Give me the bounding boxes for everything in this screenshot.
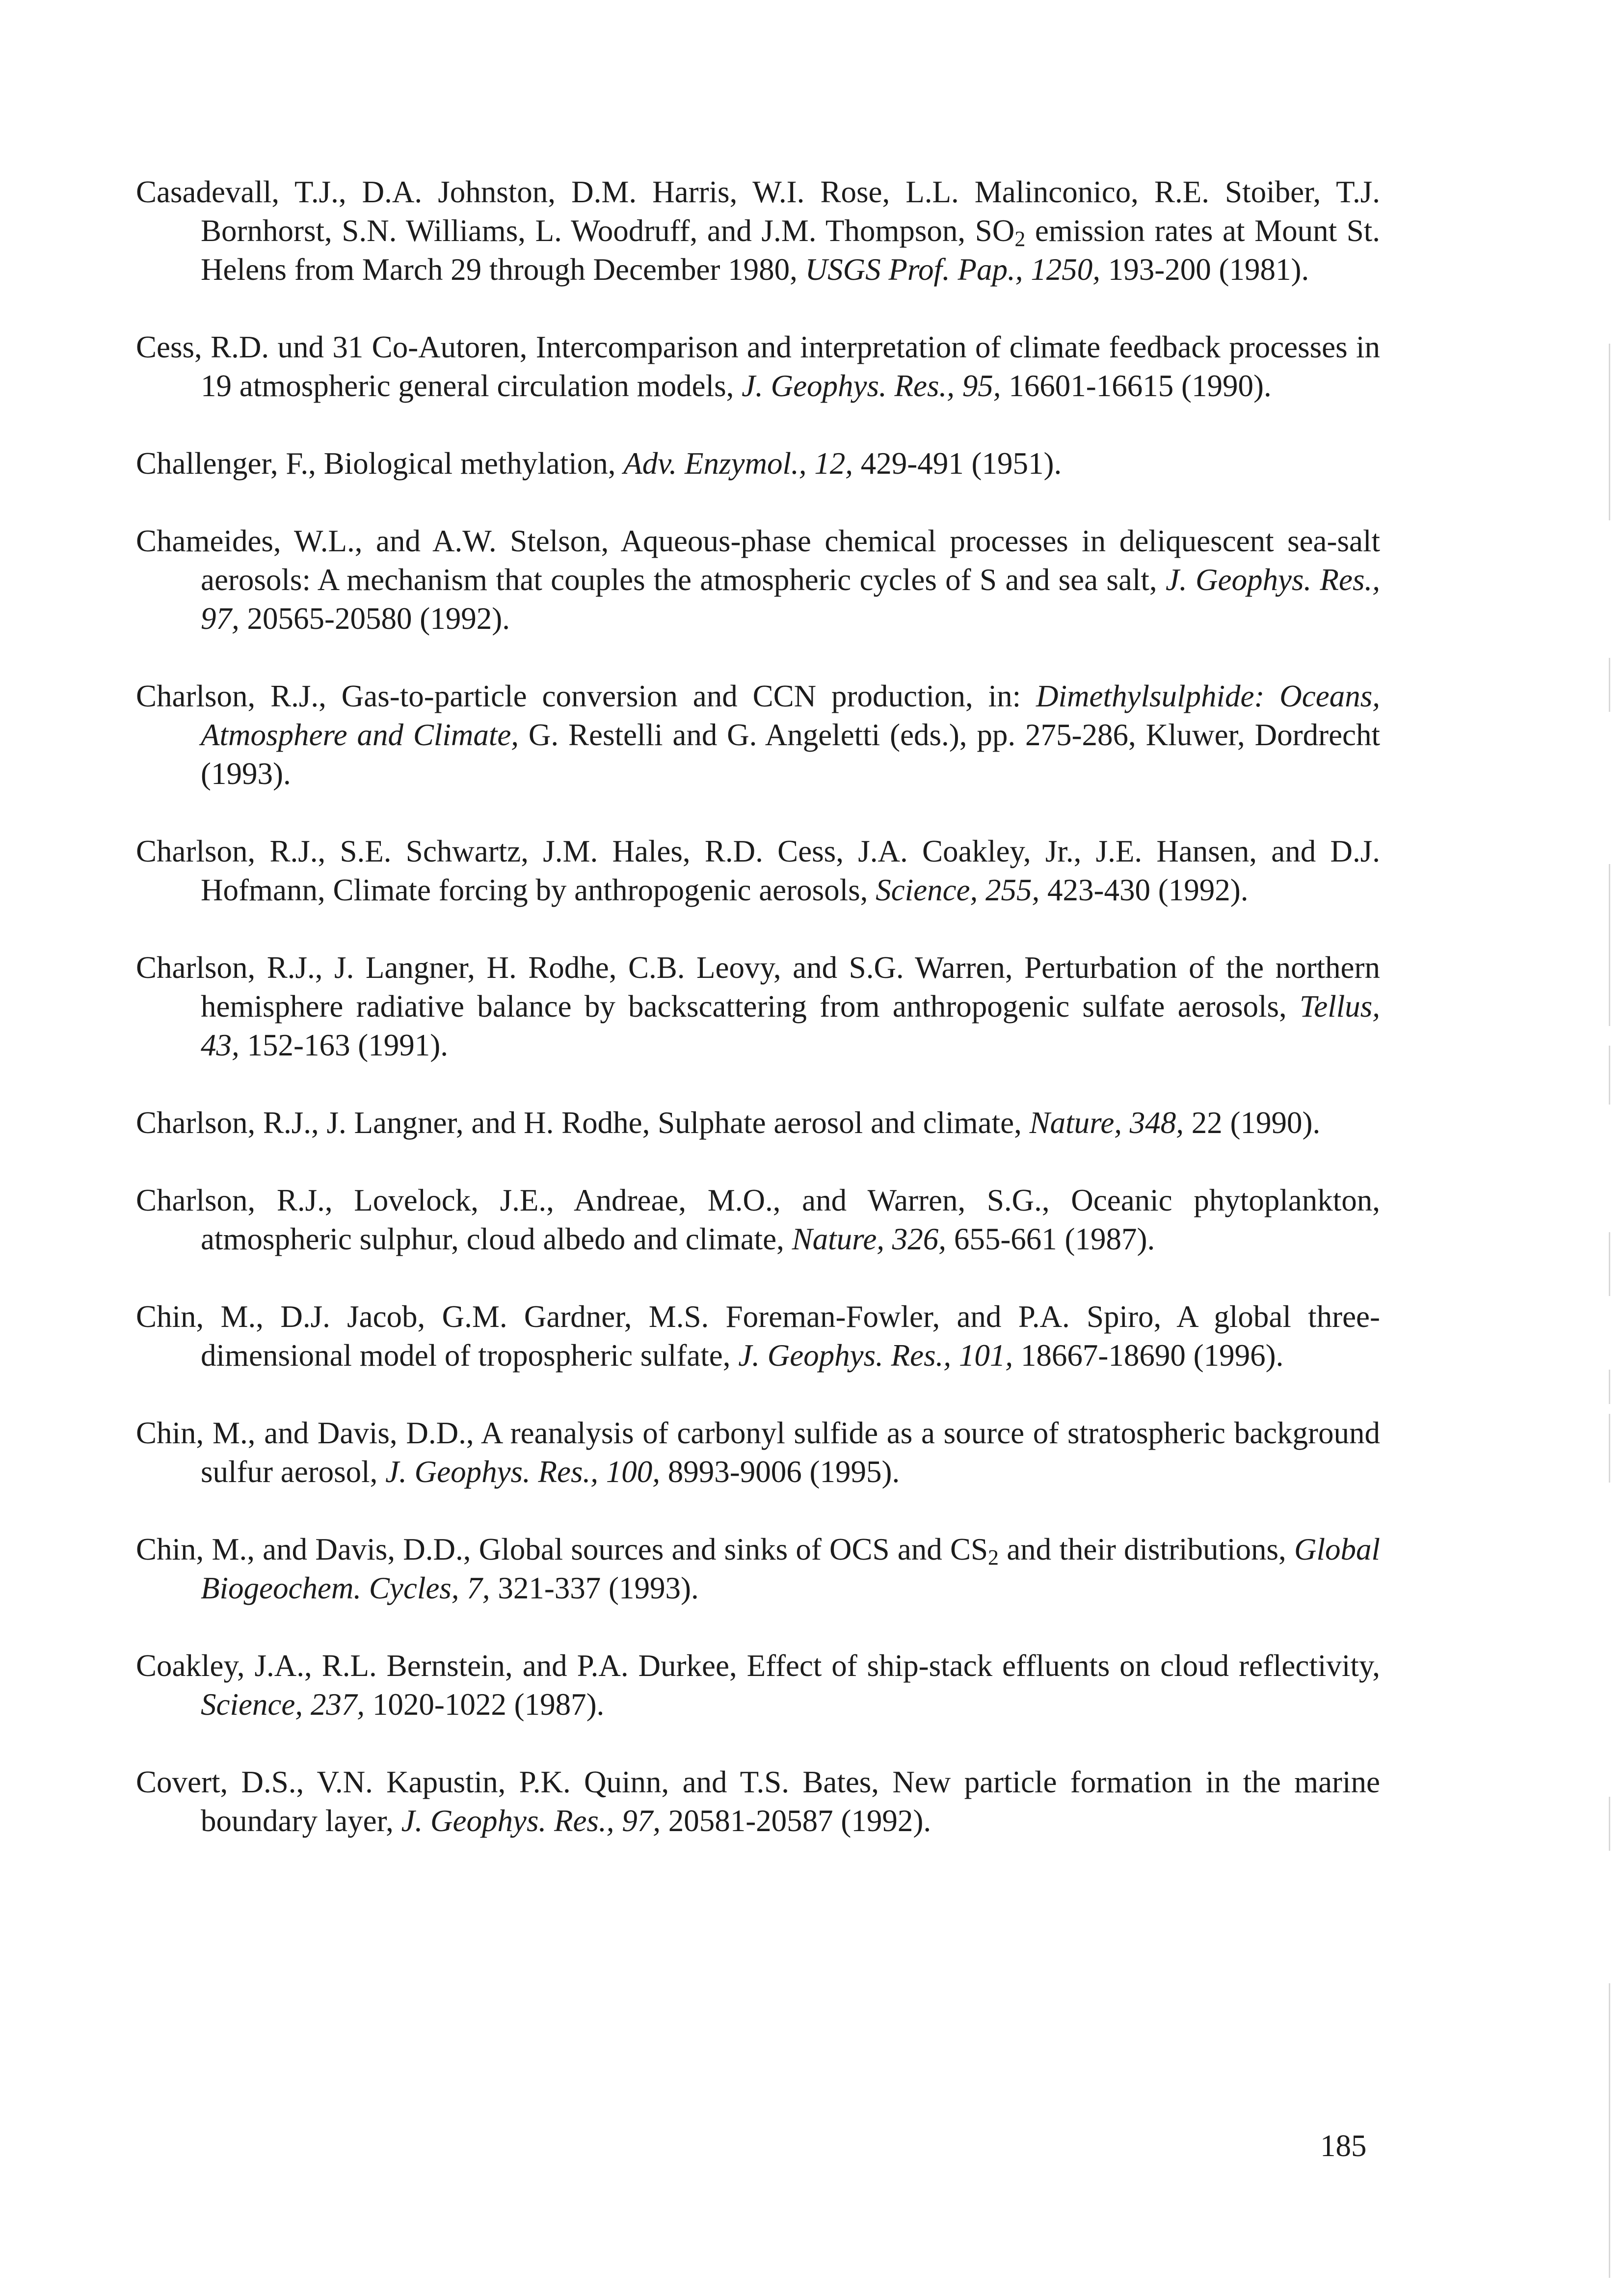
scan-artifact: [1609, 658, 1610, 712]
reference-journal: J. Geophys. Res., 101,: [738, 1338, 1013, 1373]
reference-journal: Science, 255,: [876, 873, 1040, 907]
reference-text: 423-430 (1992).: [1039, 873, 1249, 907]
reference-entry: [136, 1414, 1380, 1491]
reference-text: 20581-20587 (1992).: [660, 1804, 931, 1838]
reference-text: Charlson, R.J., Lovelock, J.E., Andreae, M.O., and Warren, S.G., Oceanic phytoplankton, atmospheric sulphur, cloud albedo and climate,: [136, 1183, 1380, 1256]
reference-text: 18667-18690 (1996).: [1013, 1338, 1284, 1373]
reference-entry: [136, 1181, 1380, 1259]
reference-entry: [136, 1530, 1380, 1608]
reference-journal: J. Geophys. Res., 95,: [742, 369, 1001, 403]
scan-artifact: [1609, 1046, 1610, 1105]
reference-text: G. Restelli and G. Angeletti (eds.), pp. 275-286, Kluwer, Dordrecht (1993).: [201, 718, 1381, 791]
scan-artifact: [1609, 1983, 1610, 2278]
scan-artifact: [1609, 1414, 1610, 1483]
scan-artifact: [1609, 1797, 1610, 1851]
scan-artifact: [1609, 1232, 1610, 1296]
reference-text: Chin, M., and Davis, D.D., A reanalysis of carbonyl sulfide as a source of stratospheric background sulfur aerosol,: [136, 1416, 1380, 1489]
scan-artifact: [1609, 864, 1610, 1026]
scan-artifact: [1609, 344, 1610, 520]
reference-text: 152-163 (1991).: [239, 1028, 448, 1062]
reference-journal: Nature, 326,: [792, 1222, 947, 1256]
reference-text: 1020-1022 (1987).: [365, 1687, 605, 1722]
reference-list: [136, 173, 1380, 1879]
reference-entry: [136, 1647, 1380, 1724]
reference-journal: J. Geophys. Res., 97,: [401, 1804, 661, 1838]
reference-entry: [136, 832, 1380, 910]
reference-text: Challenger, F., Biological methylation,: [136, 446, 624, 481]
reference-text: Chameides, W.L., and A.W. Stelson, Aqueous-phase chemical processes in deliquescent sea-salt aerosols: A mechanism that couples the atmospheric cycles of S and sea salt,: [136, 524, 1380, 597]
reference-journal: Tellus, 43,: [201, 989, 1380, 1062]
reference-entry: [136, 444, 1380, 483]
reference-text: 8993-9006 (1995).: [660, 1455, 900, 1489]
reference-text: Charlson, R.J., Gas-to-particle conversion and CCN production, in:: [136, 679, 1037, 713]
reference-entry: [136, 677, 1380, 793]
reference-text: Charlson, R.J., S.E. Schwartz, J.M. Hales, R.D. Cess, J.A. Coakley, Jr., J.E. Hansen, and D.J. Hofmann, Climate forcing by anthropogenic aerosols,: [136, 834, 1380, 907]
reference-entry: [136, 1763, 1380, 1840]
reference-journal: Adv. Enzymol., 12,: [623, 446, 853, 481]
reference-text: 193-200 (1981).: [1100, 252, 1309, 287]
reference-entry: [136, 1104, 1380, 1142]
reference-text: Cess, R.D. und 31 Co-Autoren, Intercomparison and interpretation of climate feedback processes in 19 atmospheric general circulation models,: [136, 330, 1380, 403]
reference-entry: [136, 173, 1380, 289]
reference-subscript: 2: [1014, 227, 1026, 251]
reference-journal: USGS Prof. Pap., 1250,: [805, 252, 1101, 287]
scan-artifact: [1609, 1370, 1610, 1404]
reference-text: 20565-20580 (1992).: [239, 601, 510, 636]
reference-journal: Nature, 348,: [1029, 1106, 1184, 1140]
reference-text: 16601-16615 (1990).: [1001, 369, 1272, 403]
reference-text: Covert, D.S., V.N. Kapustin, P.K. Quinn, and T.S. Bates, New particle formation in the marine boundary layer,: [136, 1765, 1380, 1838]
reference-text: and their distributions,: [999, 1532, 1294, 1567]
reference-journal: J. Geophys. Res., 100,: [385, 1455, 661, 1489]
reference-entry: [136, 328, 1380, 405]
reference-entry: [136, 522, 1380, 638]
reference-entry: [136, 948, 1380, 1065]
reference-journal: Global Biogeochem. Cycles, 7,: [201, 1532, 1380, 1605]
reference-text: 22 (1990).: [1184, 1106, 1321, 1140]
reference-text: Casadevall, T.J., D.A. Johnston, D.M. Harris, W.I. Rose, L.L. Malinconico, R.E. Stoiber, T.J. Bornhorst, S.N. Williams, L. Woodruff, and J.M. Thompson, SO: [136, 175, 1380, 248]
reference-text: 429-491 (1951).: [853, 446, 1062, 481]
reference-text: Charlson, R.J., J. Langner, and H. Rodhe, Sulphate aerosol and climate,: [136, 1106, 1030, 1140]
reference-text: 321-337 (1993).: [490, 1571, 699, 1605]
page-number: 185: [1320, 2129, 1367, 2163]
reference-text: Charlson, R.J., J. Langner, H. Rodhe, C.B. Leovy, and S.G. Warren, Perturbation of the northern hemisphere radiative balance by backscattering from anthropogenic sulfate aerosols,: [136, 950, 1380, 1024]
reference-text: emission rates at Mount St. Helens from March 29 through December 1980,: [201, 214, 1380, 287]
reference-journal: Science, 237,: [201, 1687, 365, 1722]
reference-text: Coakley, J.A., R.L. Bernstein, and P.A. Durkee, Effect of ship-stack effluents on cloud reflectivity,: [136, 1648, 1380, 1683]
reference-journal: Dimethylsulphide: Oceans, Atmosphere and Climate,: [201, 679, 1380, 752]
reference-entry: [136, 1297, 1380, 1375]
reference-text: Chin, M., D.J. Jacob, G.M. Gardner, M.S. Foreman-Fowler, and P.A. Spiro, A global three-dimensional model of tropospheric sulfate,: [136, 1299, 1380, 1373]
reference-journal: J. Geophys. Res., 97,: [201, 563, 1380, 636]
reference-text: 655-661 (1987).: [946, 1222, 1155, 1256]
reference-text: Chin, M., and Davis, D.D., Global sources and sinks of OCS and CS: [136, 1532, 988, 1567]
reference-subscript: 2: [988, 1545, 999, 1569]
